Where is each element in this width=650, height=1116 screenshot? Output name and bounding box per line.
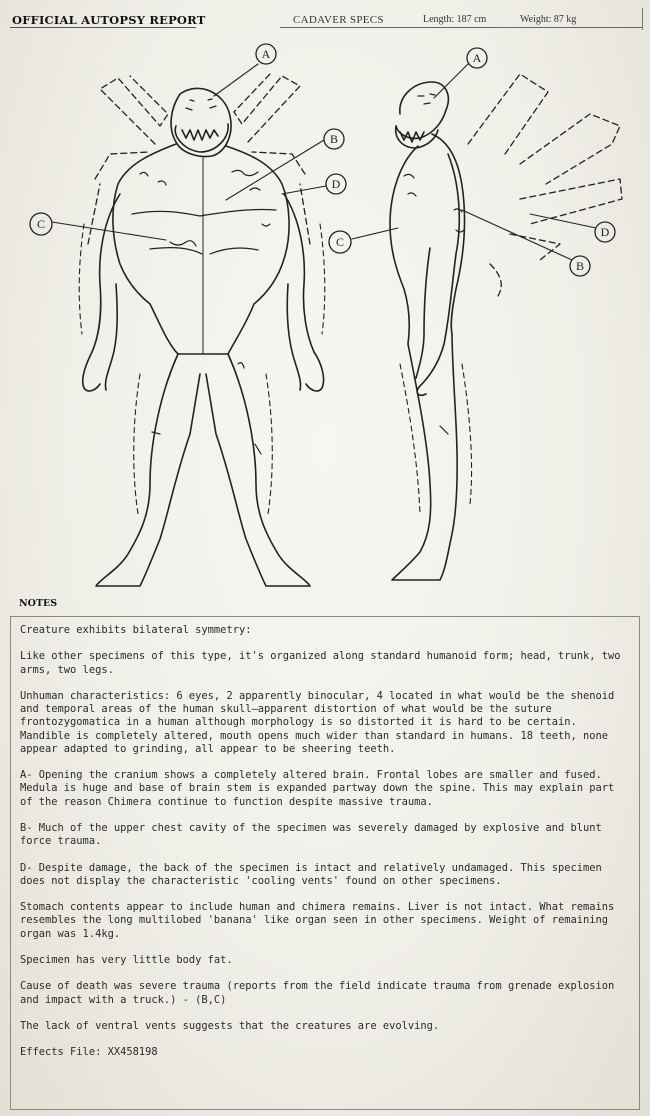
note-paragraph-d: D- Despite damage, the back of the specimen is intact and relatively undamaged. This specimen does not display the characteristic 'cooling vents' found on other specimens. — [20, 861, 602, 887]
front-chest-line — [132, 209, 276, 254]
side-label-b: B — [575, 259, 585, 273]
note-paragraph-a: A- Opening the cranium shows a completely altered brain. Frontal lobes are smaller and fused. Medula is huge and base of brain stem is expanded partway down the spine. This may explain part of the reason Chimera continue to function despite massive trauma. — [20, 769, 615, 808]
side-callouts — [352, 64, 596, 260]
front-label-b: B — [329, 132, 339, 146]
note-paragraph-symmetry: Creature exhibits bilateral symmetry: — [20, 624, 252, 636]
note-paragraph-b: B- Much of the upper chest cavity of the specimen was severely damaged by explosive and blunt force trauma. — [20, 821, 602, 848]
note-paragraph-form: Like other specimens of this type, it's organized along standard humanoid form; head, trunk, two arms, two legs. — [20, 650, 621, 676]
side-eyes — [418, 94, 435, 104]
note-paragraph-vents: The lack of ventral vents suggests that the creatures are evolving. — [20, 1019, 440, 1032]
note-paragraph-unhuman: Unhuman characteristics: 6 eyes, 2 apparently binocular, 4 located in what would be the shenoid and temporal areas of the human skull—apparent distortion of what would be the suture frontozygomatica in a human although morphology is so distorted it is hard to be certain. Mandible is completely altered, mouth opens much wider than standard in humans. 18 teeth, none appear adapted to grinding, all appear to be sheering teeth. — [20, 689, 615, 755]
front-left-arm — [83, 194, 120, 391]
specs-underline — [280, 27, 642, 28]
front-left-leg — [96, 354, 200, 586]
side-label-c: C — [335, 235, 345, 249]
side-legs-dashed — [400, 364, 472, 514]
side-wing-outline — [468, 74, 622, 296]
front-jaw — [175, 124, 228, 152]
front-right-arm — [284, 194, 324, 391]
front-label-a: A — [261, 47, 271, 61]
side-legs — [392, 334, 457, 580]
side-view-figure — [390, 74, 622, 580]
note-paragraph-cause-of-death: Cause of death was severe trauma (reports from the field indicate trauma from grenade explosion and impact with a truck.) - (B,C) — [20, 980, 615, 1006]
specimen-diagram — [0, 34, 650, 600]
note-effects-file: Effects File: XX458198 — [20, 1046, 158, 1059]
front-head — [171, 88, 231, 156]
side-torso — [390, 134, 465, 344]
header-divider — [642, 8, 643, 30]
side-jaw — [396, 126, 438, 148]
weight-value: Weight: 87 kg — [520, 14, 577, 25]
notes-body — [20, 624, 628, 1073]
front-torso — [113, 144, 289, 354]
length-value: Length: 187 cm — [423, 14, 487, 25]
front-leg-dashed — [134, 374, 273, 514]
cadaver-specs-label: CADAVER SPECS — [293, 14, 384, 26]
side-callout-circles — [329, 48, 615, 276]
front-label-c: C — [36, 217, 46, 231]
front-left-wing-outline — [88, 76, 168, 244]
note-paragraph-body-fat: Specimen has very little body fat. — [20, 953, 233, 966]
report-header — [0, 0, 650, 34]
title-underline — [10, 27, 196, 28]
front-left-arm-dashed — [79, 224, 84, 334]
side-head — [396, 82, 448, 138]
front-right-leg — [206, 354, 310, 586]
front-right-arm-dashed — [320, 224, 325, 334]
side-label-a: A — [472, 51, 482, 65]
front-callout-circles — [30, 44, 346, 235]
report-title: OFFICIAL AUTOPSY REPORT — [12, 13, 206, 27]
front-right-wing-outline — [234, 74, 310, 244]
front-label-d: D — [331, 177, 341, 191]
side-label-d: D — [600, 225, 610, 239]
front-eyes — [186, 99, 216, 110]
note-paragraph-stomach: Stomach contents appear to include human and chimera remains. Liver is not intact. What remains resembles the long multilobed 'banana' like organ seen in other specimens. Weight of remaining organ was 1.4kg. — [20, 901, 615, 940]
front-view-figure — [79, 74, 325, 586]
notes-heading: NOTES — [19, 598, 58, 609]
